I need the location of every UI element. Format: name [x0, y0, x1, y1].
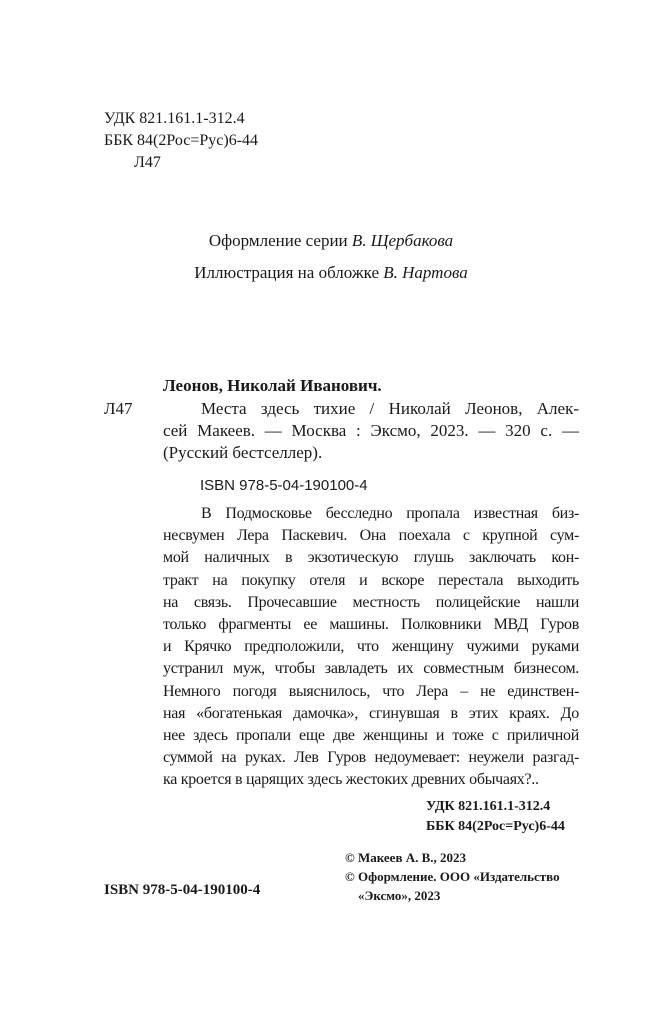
description-line: Места здесь тихие / Николай Леонов, Алек- [201, 399, 579, 418]
annotation-line: В Подмосковье бесследно пропала известная биз- [201, 505, 579, 522]
series-design-name: В. Щербакова [351, 231, 454, 250]
annotation-line: только фрагменты ее машины. Полковники МВД Гуров [163, 616, 579, 634]
description-line: сей Макеев. — Москва : Эксмо, 2023. — 320 с. — [163, 421, 579, 440]
annotation-line: на связь. Прочесавшие местность полицейские нашли [163, 593, 579, 611]
book-description [163, 398, 579, 464]
catalog-author-mark: Л47 [104, 399, 133, 418]
copyright-line: «Эксмо», 2023 [358, 888, 441, 903]
annotation-line: Немного погодя выяснилось, что Лера – не единствен- [163, 682, 579, 700]
annotation-line: суммой на руках. Лев Гуров недоумевает: неужели разгад- [163, 749, 579, 767]
author-mark: Л47 [134, 154, 161, 171]
cover-illustration-label: Иллюстрация на обложке [194, 263, 379, 282]
author-heading: Леонов, Николай Иванович. [163, 376, 382, 395]
annotation-line: нее здесь пропали еще две женщины и тоже с приличной [163, 727, 579, 745]
copyright-line: © Оформление. ООО «Издательство [345, 869, 560, 884]
bottom-bbk-code: ББК 84(2Рос=Рус)6-44 [426, 819, 565, 834]
bbk-code: ББК 84(2Рос=Рус)6-44 [104, 132, 259, 149]
annotation-line: несвумен Лера Паскевич. Она поехала с крупной сум- [163, 527, 579, 545]
footer-isbn: ISBN 978-5-04-190100-4 [104, 882, 261, 898]
annotation-line: ная «богатенькая дамочка», сгинувшая в этих краях. До [163, 704, 579, 722]
annotation-line: устранил муж, чтобы завладеть их совместным бизнесом. [163, 660, 579, 678]
series-design-label: Оформление серии [208, 231, 348, 250]
annotation-line: и Крячко предположили, что женщину чужими руками [163, 638, 579, 656]
udk-code: УДК 821.161.1-312.4 [104, 110, 245, 127]
annotation [163, 503, 579, 792]
series-design-credit [0, 230, 662, 252]
cover-illustration-credit [0, 262, 662, 284]
catalog-isbn: ISBN 978-5-04-190100-4 [200, 477, 368, 494]
bottom-udk-code: УДК 821.161.1-312.4 [426, 799, 551, 814]
annotation-line: ка кроется в царящих здесь жестоких древних обычаях?.. [163, 771, 539, 789]
copyright-line: © Макеев А. В., 2023 [345, 850, 467, 865]
description-line: (Русский бестселлер). [163, 443, 323, 462]
cover-illustration-name: В. Нартова [383, 263, 468, 282]
annotation-line: мой наличных в экзотическую глушь заключать кон- [163, 549, 579, 567]
annotation-line: тракт на покупку отеля и вскоре перестала выходить [163, 571, 579, 589]
